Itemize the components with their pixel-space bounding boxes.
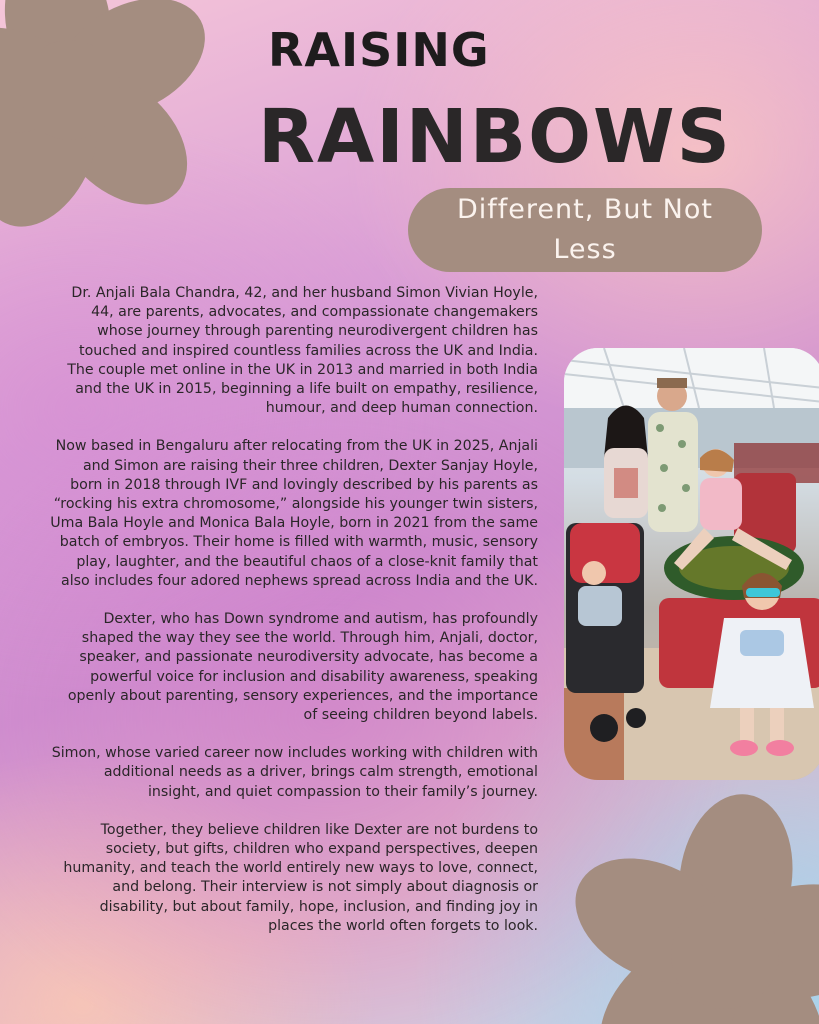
flower-decoration-bottom	[560, 790, 819, 1024]
paragraph-intro: Dr. Anjali Bala Chandra, 42, and her husband Simon Vivian Hoyle, 44, are parents, advocates, and compassionate changemakers whose journey through parenting neurodivergent children has touched and inspired countless families across the UK and India. The couple met online in the UK in 2013 and married in both India and the UK in 2015, beginning a life built on empathy, resilience, humour, and deep human connection.	[67, 285, 538, 417]
title-line-rainbows: RAINBOWS	[258, 94, 732, 180]
paragraph-family: Now based in Bengaluru after relocating from the UK in 2025, Anjali and Simon are raising their three children, Dexter Sanjay Hoyle, born in 2018 through IVF and lovingly described by his parents as “rocking his extra chromosome,” alongside his younger twin sisters, Uma Bala Hoyle and Monica Bala Hoyle, born in 2021 from the same batch of embryos. Their home is filled with warmth, music, sensory play, laughter, and the beautiful chaos of a close-knit family that also includes four adored nephews spread across India and the UK.	[50, 438, 538, 589]
family-photo-illustration	[564, 348, 819, 780]
subtitle-text: Different, But Not Less	[456, 194, 713, 265]
family-photo	[564, 348, 819, 780]
paragraph-simon: Simon, whose varied career now includes working with children with additional needs as a driver, brings calm strength, emotional insight, and quiet compassion to their family’s journey.	[51, 745, 538, 800]
paragraph-together: Together, they believe children like Dexter are not burdens to society, but gifts, children who expand perspectives, deepen humanity, and teach the world entirely new ways to love, connect, and belong. Their interview is not simply about diagnosis or disability, but about family, hope, inclusion, and finding joy in places the world often forgets to look.	[63, 821, 538, 934]
flower-icon	[560, 790, 819, 1024]
subtitle-badge	[408, 188, 762, 272]
flower-decoration-top	[0, 0, 220, 240]
flower-icon	[0, 0, 220, 240]
article-body	[50, 284, 538, 955]
paragraph-dexter: Dexter, who has Down syndrome and autism, has profoundly shaped the way they see the world. Through him, Anjali, doctor, speaker, and passionate neurodiversity advocate, has become a powerful voice for inclusion and disability awareness, speaking openly about parenting, sensory experiences, and the importance of seeing children beyond labels.	[67, 611, 538, 724]
title-line-raising: RAISING	[268, 23, 490, 77]
